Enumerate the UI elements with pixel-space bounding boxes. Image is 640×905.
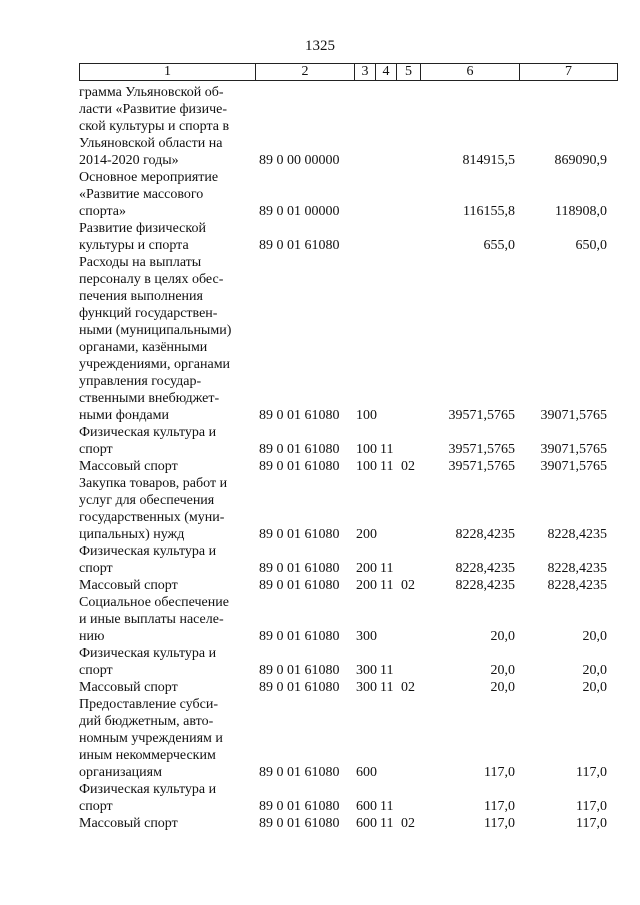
row-name-line: ской культуры и спорта в — [79, 119, 230, 134]
row-name — [79, 696, 249, 781]
row-name — [79, 220, 249, 254]
row-name-line: иным некоммерческим — [79, 748, 216, 763]
table-row — [79, 458, 618, 475]
header-col-3: 3 — [355, 64, 376, 80]
row-name — [79, 543, 249, 577]
row-name-line: органами, казёнными — [79, 340, 208, 355]
row-subsection: 02 — [401, 578, 415, 593]
row-name-line: дий бюджетным, авто- — [79, 714, 214, 729]
row-name-line: Основное мероприятие — [79, 170, 219, 185]
row-expense-type: 200 — [356, 561, 377, 576]
row-expense-type: 100 — [356, 442, 377, 457]
row-subsection: 02 — [401, 816, 415, 831]
row-code: 89 0 01 61080 — [259, 442, 340, 457]
row-value-2020: 20,0 — [582, 629, 607, 644]
row-name-line: Социальное обеспечение — [79, 595, 229, 610]
table-row — [79, 679, 618, 696]
row-name-line: грамма Ульяновской об- — [79, 85, 224, 100]
row-value-2019: 20,0 — [490, 629, 515, 644]
row-expense-type: 200 — [356, 527, 377, 542]
table-row — [79, 424, 618, 458]
row-section: 11 — [380, 680, 394, 695]
row-name-line: спорт — [79, 442, 113, 457]
row-name-line: 2014-2020 годы» — [79, 153, 179, 168]
row-value-2020: 8228,4235 — [547, 578, 607, 593]
row-expense-type: 100 — [356, 459, 377, 474]
row-value-2020: 117,0 — [576, 799, 607, 814]
row-section: 11 — [380, 459, 394, 474]
table-row — [79, 254, 618, 424]
table-row — [79, 696, 618, 781]
row-code: 89 0 01 61080 — [259, 408, 340, 423]
row-name-line: ными фондами — [79, 408, 170, 423]
row-name-line: номным учреждениям и — [79, 731, 223, 746]
table-row — [79, 475, 618, 543]
row-name-line: организациям — [79, 765, 162, 780]
row-value-2019: 8228,4235 — [455, 578, 515, 593]
table-row — [79, 220, 618, 254]
row-name-line: Развитие физической — [79, 221, 206, 236]
row-value-2019: 655,0 — [483, 238, 515, 253]
row-name — [79, 254, 249, 424]
row-value-2020: 869090,9 — [554, 153, 607, 168]
row-value-2020: 8228,4235 — [547, 527, 607, 542]
row-name-line: ственными внебюджет- — [79, 391, 220, 406]
row-code: 89 0 01 61080 — [259, 680, 340, 695]
row-name-line: спорт — [79, 561, 113, 576]
row-value-2019: 117,0 — [484, 816, 515, 831]
row-name — [79, 169, 249, 220]
row-name-line: Физическая культура и — [79, 544, 217, 559]
row-expense-type: 300 — [356, 680, 377, 695]
table-body — [79, 84, 618, 832]
row-code: 89 0 01 61080 — [259, 816, 340, 831]
row-code: 89 0 01 61080 — [259, 238, 340, 253]
row-name-line: Предоставление субси- — [79, 697, 218, 712]
row-name-line: ципальных) нужд — [79, 527, 185, 542]
page-number: 1325 — [305, 38, 335, 54]
row-value-2020: 117,0 — [576, 765, 607, 780]
row-section: 11 — [380, 816, 394, 831]
row-code: 89 0 01 61080 — [259, 459, 340, 474]
row-expense-type: 600 — [356, 816, 377, 831]
row-section: 11 — [380, 578, 394, 593]
row-value-2019: 20,0 — [490, 680, 515, 695]
row-name — [79, 679, 249, 696]
row-value-2019: 814915,5 — [462, 153, 515, 168]
row-name-line: Массовый спорт — [79, 816, 178, 831]
row-name-line: спорта» — [79, 204, 127, 219]
row-subsection: 02 — [401, 459, 415, 474]
row-section: 11 — [380, 561, 394, 576]
row-name-line: «Развитие массового — [79, 187, 204, 202]
row-name-line: культуры и спорта — [79, 238, 189, 253]
row-name — [79, 84, 249, 169]
row-value-2019: 116155,8 — [463, 204, 515, 219]
row-code: 89 0 01 61080 — [259, 527, 340, 542]
row-name-line: спорт — [79, 663, 113, 678]
row-name-line: услуг для обеспечения — [79, 493, 215, 508]
row-expense-type: 200 — [356, 578, 377, 593]
header-col-4: 4 — [376, 64, 397, 80]
table-row — [79, 543, 618, 577]
row-name-line: Физическая культура и — [79, 425, 217, 440]
row-name-line: функций государствен- — [79, 306, 218, 321]
row-name — [79, 458, 249, 475]
row-code: 89 0 01 61080 — [259, 578, 340, 593]
row-name-line: ласти «Развитие физиче- — [79, 102, 227, 117]
row-value-2019: 8228,4235 — [455, 561, 515, 576]
row-subsection: 02 — [401, 680, 415, 695]
table-row — [79, 84, 618, 169]
header-col-6: 6 — [421, 64, 520, 80]
table-row — [79, 169, 618, 220]
row-section: 11 — [380, 799, 394, 814]
row-name-line: государственных (муни- — [79, 510, 225, 525]
row-name-line: печения выполнения — [79, 289, 203, 304]
row-code: 89 0 01 00000 — [259, 204, 340, 219]
row-value-2019: 117,0 — [484, 799, 515, 814]
table-row — [79, 594, 618, 645]
row-value-2019: 8228,4235 — [455, 527, 515, 542]
row-value-2020: 118908,0 — [555, 204, 607, 219]
row-value-2019: 117,0 — [484, 765, 515, 780]
table-row — [79, 577, 618, 594]
row-code: 89 0 01 61080 — [259, 765, 340, 780]
row-value-2020: 650,0 — [575, 238, 607, 253]
row-name — [79, 475, 249, 543]
row-expense-type: 300 — [356, 629, 377, 644]
row-value-2019: 39571,5765 — [448, 408, 515, 423]
row-name — [79, 815, 249, 832]
row-name-line: Физическая культура и — [79, 646, 217, 661]
row-name-line: персоналу в целях обес- — [79, 272, 224, 287]
table-header — [79, 63, 618, 81]
row-name — [79, 781, 249, 815]
row-value-2019: 20,0 — [490, 663, 515, 678]
row-code: 89 0 00 00000 — [259, 153, 340, 168]
row-name — [79, 424, 249, 458]
row-value-2020: 39071,5765 — [540, 408, 607, 423]
row-name — [79, 577, 249, 594]
row-expense-type: 600 — [356, 799, 377, 814]
row-name-line: учреждениями, органами — [79, 357, 231, 372]
header-col-2: 2 — [256, 64, 355, 80]
row-code: 89 0 01 61080 — [259, 799, 340, 814]
row-name-line: Массовый спорт — [79, 578, 178, 593]
header-col-1: 1 — [80, 64, 256, 80]
row-name-line: Ульяновской области на — [79, 136, 223, 151]
row-name — [79, 594, 249, 645]
row-name-line: ными (муниципальными) — [79, 323, 232, 338]
row-value-2020: 20,0 — [582, 680, 607, 695]
row-value-2019: 39571,5765 — [448, 442, 515, 457]
row-name-line: и иные выплаты населе- — [79, 612, 224, 627]
table-row — [79, 781, 618, 815]
row-name-line: Закупка товаров, работ и — [79, 476, 228, 491]
row-name-line: Массовый спорт — [79, 459, 178, 474]
row-value-2020: 117,0 — [576, 816, 607, 831]
row-section: 11 — [380, 663, 394, 678]
table-row — [79, 815, 618, 832]
row-name-line: нию — [79, 629, 105, 644]
row-expense-type: 600 — [356, 765, 377, 780]
row-name — [79, 645, 249, 679]
row-code: 89 0 01 61080 — [259, 663, 340, 678]
row-name-line: Физическая культура и — [79, 782, 217, 797]
header-col-7: 7 — [565, 64, 572, 79]
row-value-2020: 39071,5765 — [540, 442, 607, 457]
row-value-2019: 39571,5765 — [448, 459, 515, 474]
row-name-line: управления государ- — [79, 374, 202, 389]
table-row — [79, 645, 618, 679]
row-value-2020: 39071,5765 — [540, 459, 607, 474]
row-code: 89 0 01 61080 — [259, 629, 340, 644]
header-col-5: 5 — [397, 64, 421, 80]
row-code: 89 0 01 61080 — [259, 561, 340, 576]
row-name-line: спорт — [79, 799, 113, 814]
row-value-2020: 8228,4235 — [547, 561, 607, 576]
row-section: 11 — [380, 442, 394, 457]
row-value-2020: 20,0 — [582, 663, 607, 678]
row-name-line: Расходы на выплаты — [79, 255, 202, 270]
row-expense-type: 100 — [356, 408, 377, 423]
row-expense-type: 300 — [356, 663, 377, 678]
row-name-line: Массовый спорт — [79, 680, 178, 695]
